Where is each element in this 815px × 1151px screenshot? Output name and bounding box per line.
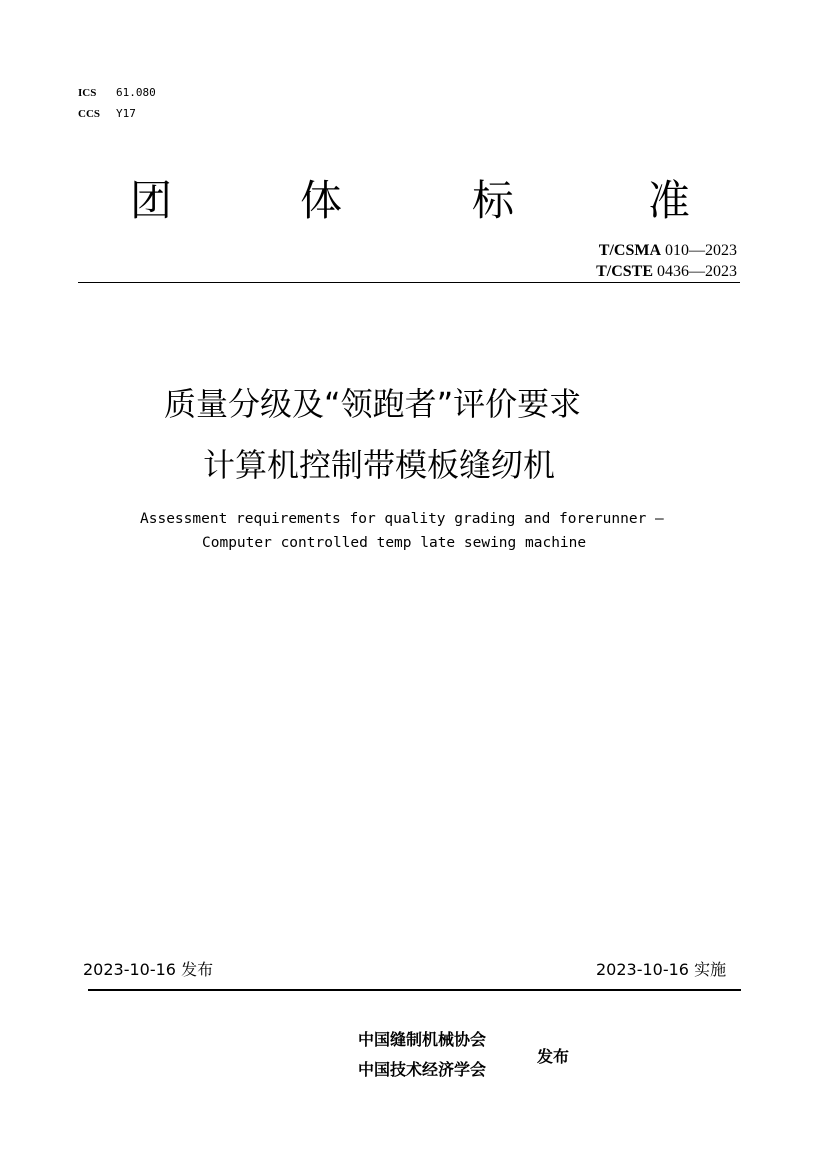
title-cn-line-2: 计算机控制带模板缝纫机 bbox=[203, 446, 556, 484]
title-en-line-2: Computer controlled temp late sewing machine bbox=[202, 535, 587, 551]
standard-year-1: 010—2023 bbox=[665, 242, 737, 259]
standard-type-char-3: 标 bbox=[472, 176, 515, 225]
header-divider bbox=[78, 282, 740, 283]
issuer-org-2: 中国技术经济学会 bbox=[358, 1060, 487, 1079]
standard-code-1: T/CSMA bbox=[598, 242, 661, 259]
ics-label: ICS bbox=[78, 87, 97, 99]
standard-number-2 bbox=[596, 262, 737, 281]
ics-code bbox=[78, 86, 156, 100]
implementation-date: 2023-10-16 实施 bbox=[596, 960, 727, 979]
release-date: 2023-10-16 发布 bbox=[83, 960, 214, 979]
standard-type-char-2: 体 bbox=[300, 176, 343, 225]
title-en-line-1: Assessment requirements for quality grading and forerunner — bbox=[140, 511, 664, 527]
issuer-org-1: 中国缝制机械协会 bbox=[358, 1030, 487, 1049]
ccs-code bbox=[78, 107, 136, 121]
footer-divider bbox=[88, 989, 741, 991]
title-cn-line-1: 质量分级及“领跑者”评价要求 bbox=[164, 385, 582, 423]
standard-type-char-4: 准 bbox=[648, 176, 691, 225]
standard-year-2: 0436—2023 bbox=[657, 263, 737, 280]
ccs-label: CCS bbox=[78, 108, 101, 120]
ccs-value: Y17 bbox=[116, 107, 136, 120]
standard-code-2: T/CSTE bbox=[596, 263, 653, 280]
standard-number-1 bbox=[599, 241, 737, 260]
publish-label: 发布 bbox=[537, 1047, 570, 1066]
standard-type-char-1: 团 bbox=[130, 176, 173, 225]
ics-value: 61.080 bbox=[116, 86, 156, 99]
